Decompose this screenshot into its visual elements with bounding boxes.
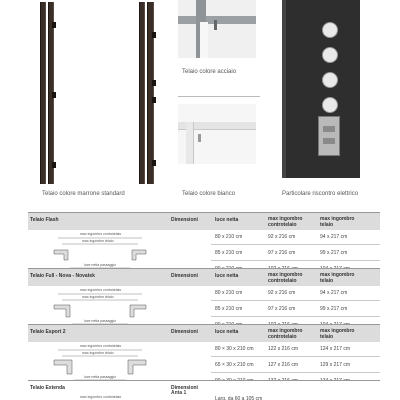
col-dimensioni: Dimensioni bbox=[171, 273, 198, 279]
cell: 129 x 217 cm bbox=[320, 362, 351, 368]
riscontro-photo bbox=[282, 0, 360, 178]
cell: 97 x 216 cm bbox=[268, 250, 296, 256]
cell: 92 x 216 cm bbox=[268, 234, 296, 240]
col-dimensioni: Dimensioni bbox=[171, 329, 198, 335]
corner-acciaio-photo bbox=[178, 0, 256, 58]
col-luce-netta: luce netta bbox=[215, 273, 239, 279]
dg-label: luce netta passaggio bbox=[84, 319, 117, 323]
cell: 85 x 210 cm bbox=[215, 306, 243, 312]
dg-label: max ingombro telaio bbox=[82, 295, 114, 299]
table-header bbox=[28, 324, 380, 342]
col-telaio: max ingombro telaio bbox=[320, 328, 355, 340]
dg-label: luce netta passaggio bbox=[84, 263, 117, 267]
divider bbox=[178, 96, 260, 97]
anta-label: Anta 1 bbox=[171, 390, 187, 396]
col-telaio: max ingombro telaio bbox=[320, 272, 355, 284]
cell: 65 × 30 x 210 cm bbox=[215, 362, 254, 368]
table-header bbox=[28, 212, 380, 230]
table-title: Telaio Esport 2 bbox=[30, 329, 66, 335]
dg-label: max ingombro controtelaio bbox=[80, 288, 122, 292]
table-title: Telaio Flash bbox=[30, 217, 59, 223]
cell: 80 x 210 cm bbox=[215, 234, 243, 240]
cell: 80 × 30 x 210 cm bbox=[215, 346, 254, 352]
table-title: Telaio Full - Nova - Novatek bbox=[30, 273, 95, 279]
table-header bbox=[28, 268, 380, 286]
caption-riscontro: Particolare riscontro elettrico bbox=[282, 191, 359, 197]
dg-label: max ingombro telaio bbox=[82, 239, 114, 243]
table-title: Telaio Extenda bbox=[30, 385, 65, 391]
corner-bianco-photo bbox=[178, 104, 256, 164]
dg-label: luce netta passaggio bbox=[84, 375, 117, 379]
caption-marrone: Telaio colore marrone standard bbox=[42, 191, 125, 197]
col-luce-netta: luce netta bbox=[215, 217, 239, 223]
dg-label: max ingombro telaio bbox=[82, 351, 114, 355]
cell: 80 x 210 cm bbox=[215, 290, 243, 296]
col-controtelaio: max ingombro controtelaio bbox=[268, 328, 303, 340]
caption-bianco: Telaio colore bianco bbox=[182, 191, 236, 197]
cell: 127 x 216 cm bbox=[268, 362, 299, 368]
cell: 85 x 210 cm bbox=[215, 250, 243, 256]
col-luce-netta: luce netta bbox=[215, 329, 239, 335]
table-extenda bbox=[28, 380, 380, 400]
cell: 99 x 217 cm bbox=[320, 306, 348, 312]
col-dimensioni: Dimensioni bbox=[171, 385, 198, 391]
cell: 92 x 216 cm bbox=[268, 290, 296, 296]
table-header bbox=[28, 380, 380, 392]
col-telaio: max ingombro telaio bbox=[320, 216, 355, 228]
cell: 99 x 217 cm bbox=[320, 250, 348, 256]
col-dimensioni: Dimensioni bbox=[171, 217, 198, 223]
dg-label: max ingombro controtelaio bbox=[80, 232, 122, 236]
frame-brown-photo bbox=[38, 2, 58, 184]
cell: 122 x 216 cm bbox=[268, 346, 299, 352]
frame-brown-photo-2 bbox=[137, 2, 159, 184]
col-controtelaio: max ingombro controtelaio bbox=[268, 272, 303, 284]
cell: 94 x 217 cm bbox=[320, 234, 348, 240]
dg-label: max ingombro controtelaio bbox=[80, 344, 122, 348]
cell: 97 x 216 cm bbox=[268, 306, 296, 312]
dg-label: max ingombro controtelaio bbox=[80, 395, 122, 399]
anta-range: Larg. da 60 a 105 cm bbox=[215, 396, 263, 400]
col-controtelaio: max ingombro controtelaio bbox=[268, 216, 303, 228]
cell: 94 x 217 cm bbox=[320, 290, 348, 296]
caption-acciaio: Telaio colore acciaio bbox=[182, 69, 237, 75]
cell: 124 x 217 cm bbox=[320, 346, 351, 352]
